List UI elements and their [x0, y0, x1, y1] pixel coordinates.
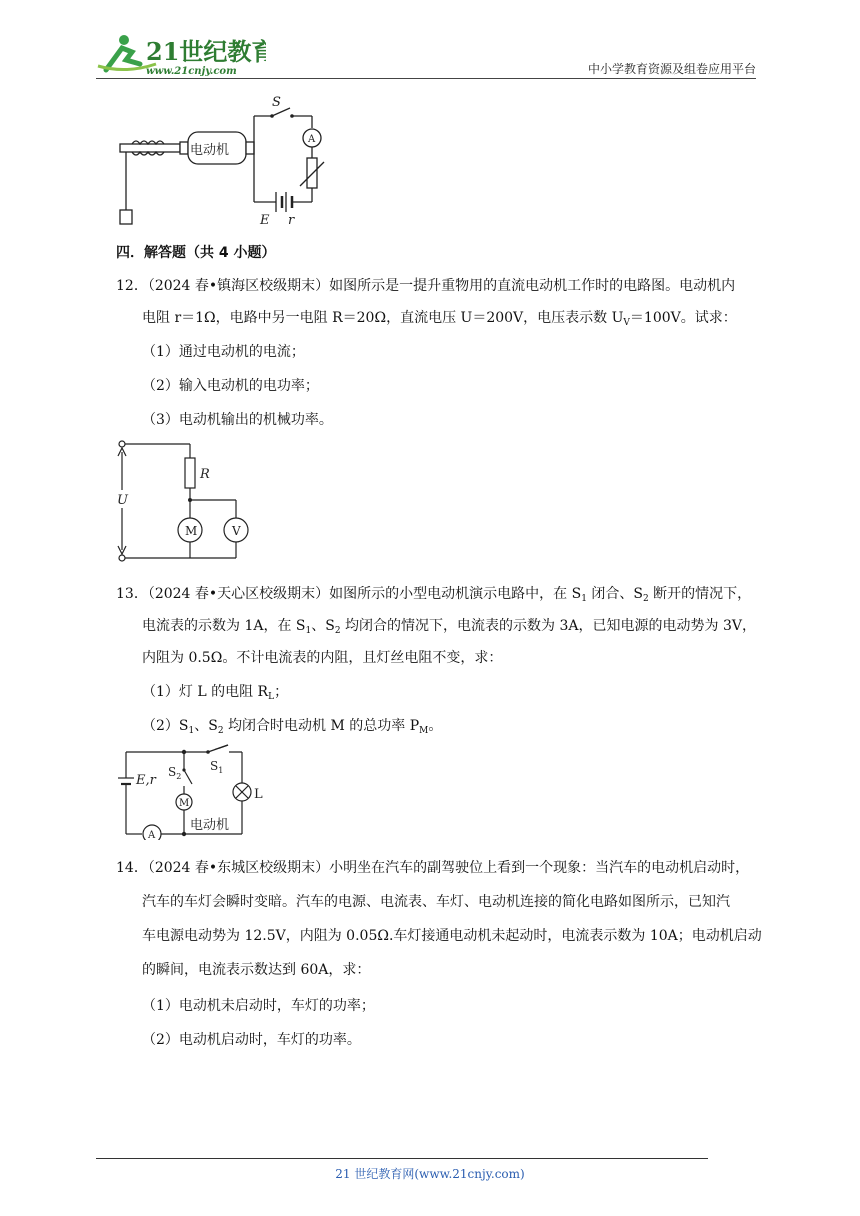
ammeter-label: A [148, 830, 156, 840]
motor-label: 电动机 [190, 818, 230, 833]
internal-r-label: r [288, 213, 295, 228]
ammeter-label: A [308, 134, 316, 145]
motor-symbol-label: M [179, 798, 190, 809]
motor-symbol-label: M [185, 524, 198, 538]
lamp-label: L [254, 787, 263, 802]
logo-url: www.21cnjy.com [146, 66, 237, 77]
emf-label: E [260, 213, 270, 228]
figure-q12-circuit [112, 438, 252, 564]
figure-q13-circuit [112, 744, 282, 840]
q13-line1: 13．（2024 春•天心区校级期末）如图所示的小型电动机演示电路中，在 $S_1$ 闭合、$S_2$ 断开的情况下， [116, 586, 752, 604]
site-logo [96, 30, 266, 78]
motor-label: 电动机 [190, 143, 230, 158]
q14-line3: 车电源电动势为 12.5V，内阻为 0.05Ω.车灯接通电动机未起动时，电流表示数为 10A；电动机启动 [142, 928, 762, 944]
q12-line1: 12．（2024 春•镇海区校级期末）如图所示是一提升重物用的直流电动机工作时的电路图。电动机内 [116, 278, 736, 294]
q14-line2: 汽车的车灯会瞬时变暗。汽车的电源、电流表、车灯、电动机连接的简化电路如图所示，已知汽 [142, 894, 730, 910]
voltmeter-label: V [232, 524, 241, 538]
figure-motor-circuit [112, 92, 332, 232]
q12-item1: （1）通过电动机的电流； [142, 344, 305, 360]
q14-line1: 14．（2024 春•东城区校级期末）小明坐在汽车的副驾驶位上看到一个现象：当汽车的电动机启动时， [116, 860, 750, 876]
q13-line3: 内阻为 0.5Ω。不计电流表的内阻，且灯丝电阻不变，求： [142, 650, 503, 666]
q14-item1: （1）电动机未启动时，车灯的功率； [142, 998, 375, 1014]
source-label: E,r [136, 773, 156, 788]
q13-item2: $(2)S_1$、$S_2$ 均闭合时电动机 M 的总功率 $P_M$。 [142, 718, 443, 736]
logo-text: 21世纪教育 [146, 37, 266, 66]
section-title: 四．解答题（共 4 小题） [116, 245, 276, 261]
resistor-label: R [200, 467, 210, 482]
footer-link[interactable]: 21 世纪教育网(www.21cnjy.com) [335, 1167, 525, 1181]
q14-item2: （2）电动机启动时，车灯的功率。 [142, 1032, 361, 1048]
q12-item2: （2）输入电动机的电功率； [142, 378, 319, 394]
q12-line2: 电阻 r＝1Ω，电路中另一电阻 R＝20Ω，直流电压 U＝200V，电压表示数 $U_V=100V$。试求： [142, 310, 737, 328]
voltage-label: U [117, 493, 128, 508]
switch-label: S [272, 95, 281, 110]
footer-divider [96, 1158, 708, 1159]
q12-item3: （3）电动机输出的机械功率。 [142, 412, 333, 428]
switch1-label: $S_1$ [210, 759, 224, 775]
q13-line2: 电流表的示数为 1A，在 $S_1$、$S_2$ 均闭合的情况下，电流表的示数为 3A，已知电源的电动势为 3V， [142, 618, 756, 636]
header-tagline: 中小学教育资源及组卷应用平台 [587, 62, 756, 76]
q14-line4: 的瞬间，电流表示数达到 60A，求： [142, 962, 371, 978]
switch2-label: $S_2$ [168, 765, 182, 781]
q13-item1: （1）灯 L 的电阻 $R_L$； [142, 684, 289, 702]
header-divider [96, 78, 756, 79]
